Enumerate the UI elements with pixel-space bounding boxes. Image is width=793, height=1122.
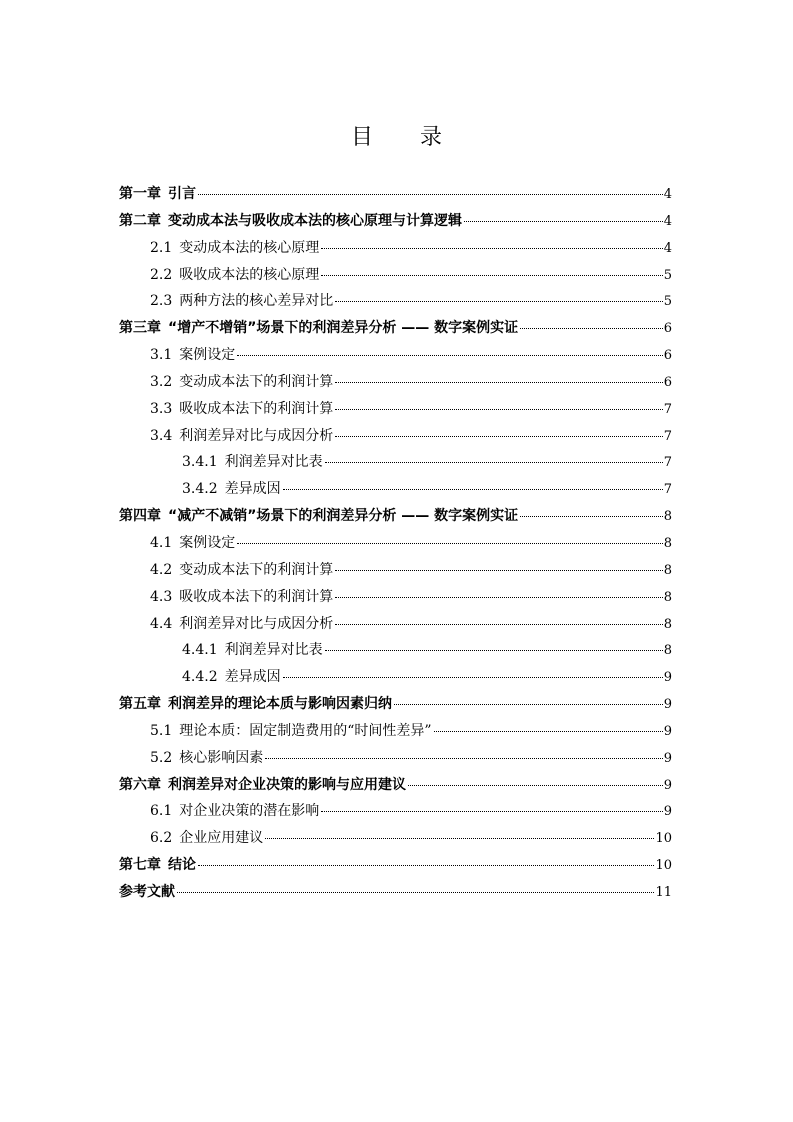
dot-leader <box>177 892 654 893</box>
toc-entry-number: 2.2 <box>150 266 173 283</box>
toc-entry-title: 利润差异的理论本质与影响因素归纳 <box>168 696 392 713</box>
toc-entry-page: 9 <box>663 750 672 766</box>
toc-entry-subsection-4-4-1[interactable] <box>119 637 672 664</box>
toc-entry-number: 第六章 <box>119 776 161 793</box>
dot-leader <box>237 543 662 544</box>
toc-entry-section-2-1[interactable] <box>119 235 672 262</box>
toc-entry-number: 3.2 <box>150 373 173 390</box>
toc-entry-chapter-2[interactable] <box>119 208 672 235</box>
toc-entry-number: 3.4 <box>150 427 173 444</box>
toc-entry-page: 6 <box>663 374 672 390</box>
toc-entry-title: 参考文献 <box>119 883 175 900</box>
toc-entry-title: 两种方法的核心差异对比 <box>179 293 334 310</box>
toc-entry-title: 企业应用建议 <box>179 830 264 847</box>
dot-leader <box>335 624 662 625</box>
toc-entry-page: 7 <box>663 482 672 498</box>
toc-entry-page: 8 <box>663 509 672 525</box>
toc-entry-section-2-3[interactable] <box>119 288 672 315</box>
toc-entry-section-2-2[interactable] <box>119 262 672 289</box>
toc-entry-page: 4 <box>663 240 672 256</box>
dot-leader <box>335 436 662 437</box>
toc-entry-title: 对企业决策的潜在影响 <box>179 803 320 820</box>
toc-entry-title: “增产不增销”场景下的利润差异分析 —— 数字案例实证 <box>168 320 519 337</box>
toc-entry-number: 6.2 <box>150 830 173 847</box>
dot-leader <box>321 811 662 812</box>
toc-entry-page: 4 <box>663 187 672 202</box>
toc-entry-number: 3.3 <box>150 400 173 417</box>
toc-entry-subsection-3-4-2[interactable] <box>119 476 672 503</box>
toc-entry-number: 3.4.1 <box>182 454 218 471</box>
dot-leader <box>325 462 663 463</box>
dot-leader <box>321 275 662 276</box>
toc-entry-page: 8 <box>663 643 672 659</box>
toc-entry-page: 7 <box>663 401 672 417</box>
toc-entry-title: 理论本质：固定制造费用的“时间性差异” <box>179 722 432 739</box>
toc-entry-title: 差异成因 <box>224 669 281 686</box>
toc-entry-page: 7 <box>663 428 672 444</box>
toc-entry-number: 4.4 <box>150 615 173 632</box>
toc-entry-section-3-3[interactable] <box>119 396 672 423</box>
toc-title: 目 录 <box>351 125 462 150</box>
toc-entry-page: 7 <box>663 455 672 471</box>
dot-leader <box>520 328 663 329</box>
toc-entry-title: 吸收成本法下的利润计算 <box>179 588 334 605</box>
toc-entry-title: 利润差异对比与成因分析 <box>179 427 334 444</box>
toc-entry-number: 5.2 <box>150 749 173 766</box>
toc-entry-number: 4.4.1 <box>182 642 218 659</box>
toc-entry-section-6-1[interactable] <box>119 798 672 825</box>
toc-entry-title: 吸收成本法下的利润计算 <box>179 400 334 417</box>
dot-leader <box>335 570 662 571</box>
toc-entry-section-4-4[interactable] <box>119 611 672 638</box>
toc-entry-section-5-1[interactable] <box>119 718 672 745</box>
dot-leader <box>265 838 654 839</box>
toc-entry-section-3-4[interactable] <box>119 423 672 450</box>
toc-entry-section-4-2[interactable] <box>119 557 672 584</box>
toc-entry-page: 8 <box>663 562 672 578</box>
dot-leader <box>335 301 662 302</box>
toc-entry-number: 2.1 <box>150 239 173 256</box>
toc-entry-section-3-1[interactable] <box>119 342 672 369</box>
toc-entry-title: 变动成本法与吸收成本法的核心原理与计算逻辑 <box>168 212 462 229</box>
toc-entry-number: 3.1 <box>150 347 173 364</box>
dot-leader <box>198 865 654 866</box>
toc-entry-title: 结论 <box>168 857 196 874</box>
toc-entry-page: 9 <box>663 670 672 686</box>
toc-entry-number: 第五章 <box>119 696 161 713</box>
dot-leader <box>335 597 662 598</box>
toc-entry-number: 5.1 <box>150 722 173 739</box>
toc-entry-page: 6 <box>663 321 672 337</box>
toc-entry-page: 8 <box>663 616 672 632</box>
toc-entry-title: 案例设定 <box>179 534 236 551</box>
toc-entry-section-3-2[interactable] <box>119 369 672 396</box>
toc-entry-page: 9 <box>663 697 672 713</box>
toc-entry-page: 9 <box>663 723 672 739</box>
toc-entry-number: 第二章 <box>119 212 161 229</box>
dot-leader <box>434 731 663 732</box>
toc-list <box>119 181 672 906</box>
toc-entry-title: 变动成本法的核心原理 <box>179 239 320 256</box>
toc-entry-chapter-4[interactable] <box>119 503 672 530</box>
toc-entry-references[interactable] <box>119 879 672 906</box>
toc-entry-chapter-7[interactable] <box>119 852 672 879</box>
dot-leader <box>520 516 663 517</box>
dot-leader <box>265 758 662 759</box>
toc-entry-page: 5 <box>663 294 672 310</box>
toc-entry-title: 利润差异对比表 <box>224 642 323 659</box>
toc-entry-subsection-3-4-1[interactable] <box>119 449 672 476</box>
toc-entry-number: 6.1 <box>150 803 173 820</box>
dot-leader <box>335 409 662 410</box>
toc-entry-title: 引言 <box>168 186 196 202</box>
toc-entry-chapter-1[interactable] <box>119 181 672 208</box>
toc-entry-number: 3.4.2 <box>182 481 218 498</box>
toc-entry-page: 6 <box>663 348 672 364</box>
toc-entry-number: 第三章 <box>119 320 161 337</box>
toc-entry-title: 核心影响因素 <box>179 749 264 766</box>
toc-entry-title: 变动成本法下的利润计算 <box>179 373 334 390</box>
toc-entry-page: 8 <box>663 589 672 605</box>
toc-entry-chapter-6[interactable] <box>119 772 672 799</box>
toc-entry-title: 利润差异对比与成因分析 <box>179 615 334 632</box>
toc-entry-number: 第四章 <box>119 508 161 525</box>
dot-leader <box>335 382 662 383</box>
toc-entry-section-6-2[interactable] <box>119 825 672 852</box>
toc-entry-number: 4.3 <box>150 588 173 605</box>
toc-entry-title: “减产不减销”场景下的利润差异分析 —— 数字案例实证 <box>168 508 519 525</box>
toc-entry-title: 变动成本法下的利润计算 <box>179 561 334 578</box>
toc-entry-number: 第七章 <box>119 857 161 874</box>
dot-leader <box>394 704 663 705</box>
dot-leader <box>464 221 663 222</box>
toc-entry-section-4-1[interactable] <box>119 530 672 557</box>
toc-entry-number: 4.2 <box>150 561 173 578</box>
toc-entry-page: 10 <box>655 858 672 874</box>
toc-entry-title: 差异成因 <box>224 481 281 498</box>
dot-leader <box>408 785 663 786</box>
dot-leader <box>283 489 663 490</box>
toc-entry-number: 2.3 <box>150 293 173 310</box>
toc-entry-title: 利润差异对企业决策的影响与应用建议 <box>168 776 406 793</box>
toc-entry-page: 9 <box>663 777 672 793</box>
toc-entry-page: 4 <box>663 213 672 229</box>
dot-leader <box>237 355 662 356</box>
dot-leader <box>198 194 663 195</box>
toc-entry-page: 8 <box>663 535 672 551</box>
toc-entry-title: 案例设定 <box>179 347 236 364</box>
toc-entry-chapter-5[interactable] <box>119 691 672 718</box>
toc-entry-number: 4.4.2 <box>182 669 218 686</box>
toc-entry-title: 吸收成本法的核心原理 <box>179 266 320 283</box>
toc-entry-page: 10 <box>655 831 672 847</box>
toc-entry-title: 利润差异对比表 <box>224 454 323 471</box>
toc-entry-subsection-4-4-2[interactable] <box>119 664 672 691</box>
dot-leader <box>283 677 663 678</box>
toc-entry-page: 5 <box>663 267 672 283</box>
toc-entry-page: 9 <box>663 804 672 820</box>
dot-leader <box>321 248 662 249</box>
toc-entry-section-5-2[interactable] <box>119 745 672 772</box>
toc-entry-page: 11 <box>655 884 672 900</box>
toc-entry-number: 第一章 <box>119 186 161 202</box>
toc-entry-number: 4.1 <box>150 534 173 551</box>
toc-entry-chapter-3[interactable] <box>119 315 672 342</box>
dot-leader <box>325 650 663 651</box>
toc-entry-section-4-3[interactable] <box>119 584 672 611</box>
